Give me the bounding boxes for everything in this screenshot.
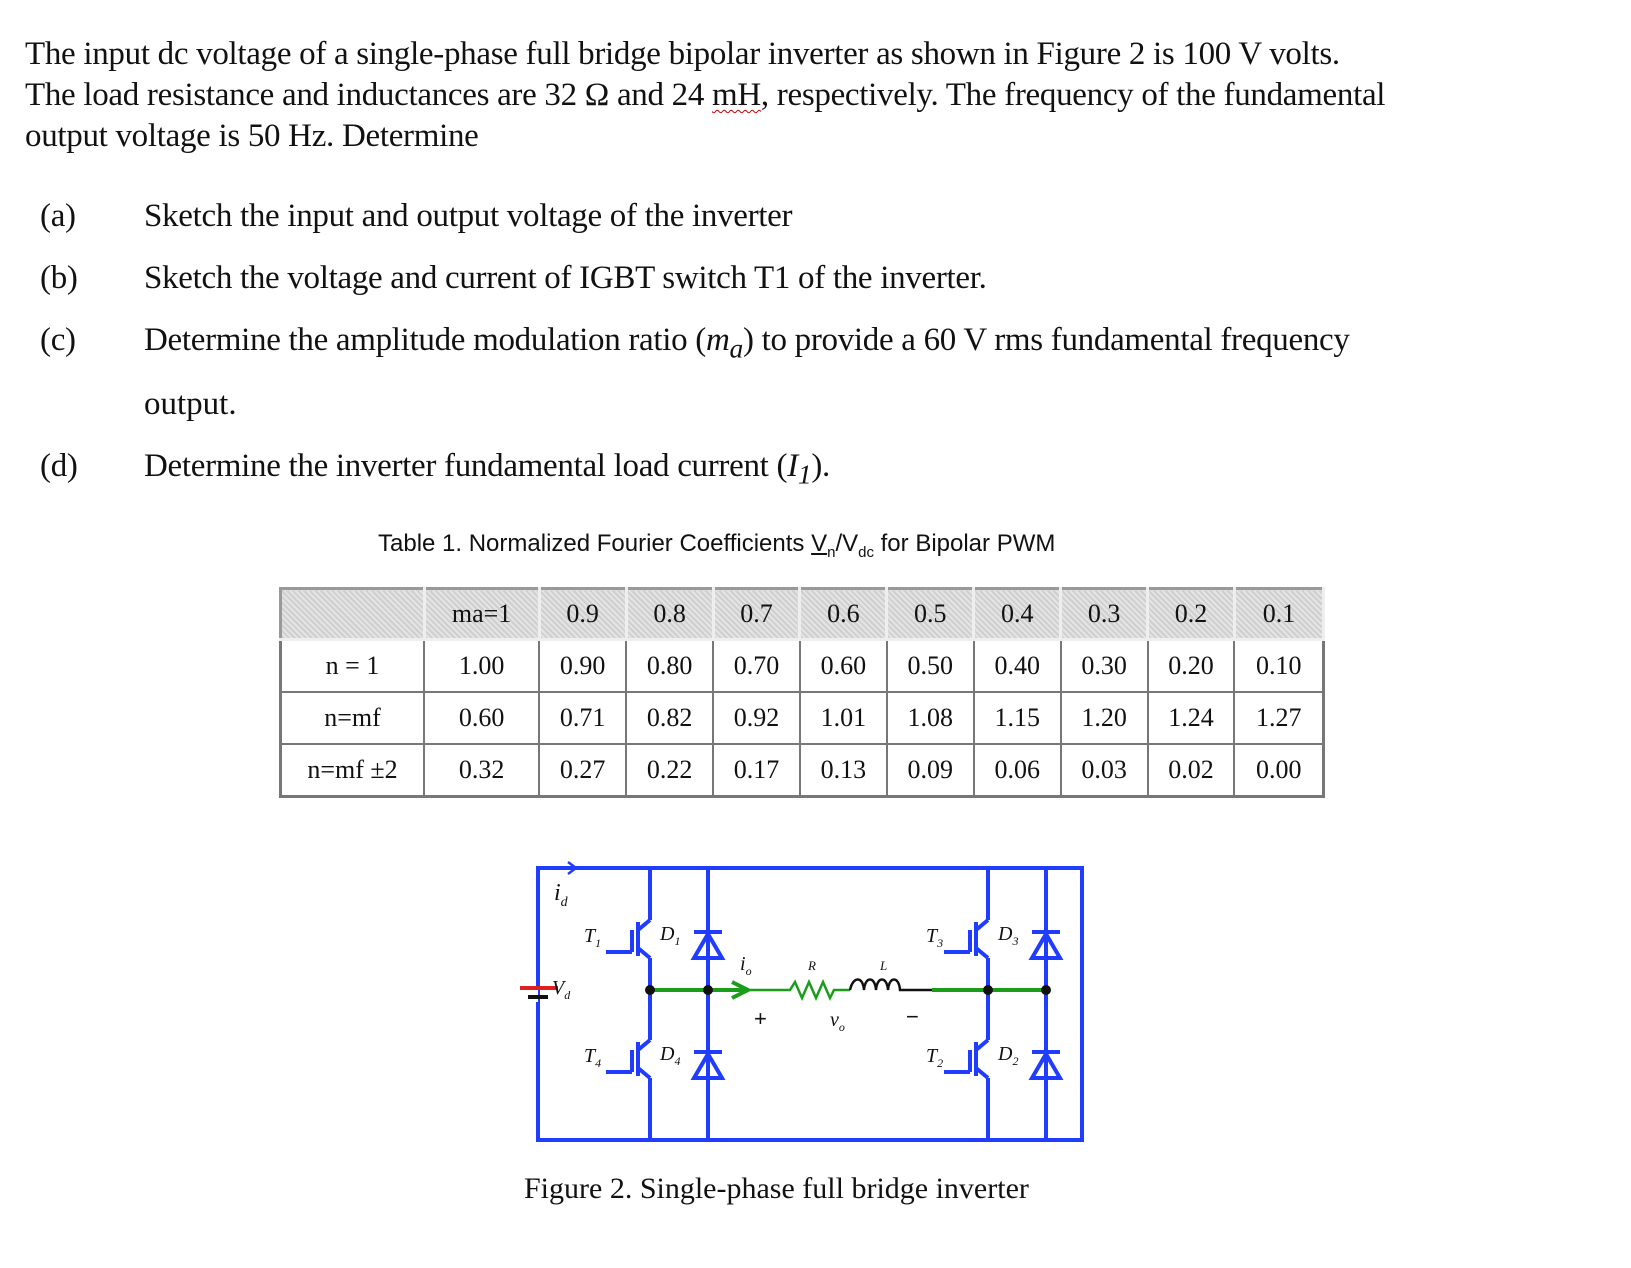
question-text: Sketch the input and output voltage of the inverter — [144, 198, 793, 234]
table-cell: 0.90 — [539, 640, 626, 693]
igbt-t4-symbol — [606, 1040, 650, 1078]
table-cell: 0.10 — [1234, 640, 1323, 693]
table-cell: 0.40 — [974, 640, 1061, 693]
question-text-pre: Determine the inverter fundamental load current ( — [144, 448, 788, 484]
junction-dot — [983, 985, 993, 995]
problem-line-2-post: , respectively. The frequency of the fundamental — [760, 77, 1386, 113]
igbt-t1-symbol — [606, 920, 650, 958]
label-plus: + — [754, 1006, 767, 1031]
problem-statement — [25, 34, 1605, 157]
header-cell: 0.3 — [1061, 589, 1148, 640]
label-r: R — [808, 958, 816, 973]
id-arrow — [550, 862, 576, 874]
table-cell: 1.01 — [800, 692, 887, 744]
question-c-continuation: output. — [144, 386, 237, 422]
table-cell: 0.22 — [626, 744, 713, 797]
header-cell: 0.8 — [626, 589, 713, 640]
table-row — [281, 640, 1324, 693]
table-cell: 0.06 — [974, 744, 1061, 797]
question-text: Sketch the voltage and current of IGBT switch T1 of the inverter. — [144, 260, 987, 296]
row-label: n=mf — [281, 692, 425, 744]
figure-caption: Figure 2. Single-phase full bridge inverter — [524, 1172, 1029, 1205]
question-label: (a) — [40, 198, 76, 234]
caption-pre: Table 1. Normalized Fourier Coefficients — [378, 530, 812, 557]
label-d3: $D_3$ — [998, 923, 1019, 948]
label-id: $i_d$ — [554, 880, 568, 910]
table-cell: 0.80 — [626, 640, 713, 693]
table-cell: 0.30 — [1061, 640, 1148, 693]
header-cell: 0.4 — [974, 589, 1061, 640]
fourier-coefficients-table — [279, 587, 1325, 798]
label-d2: $D_2$ — [998, 1043, 1019, 1068]
header-cell: 0.7 — [713, 589, 800, 640]
caption-v: V — [811, 530, 828, 557]
table-cell: 0.60 — [424, 692, 539, 744]
label-d4: $D_4$ — [660, 1043, 681, 1068]
table-cell: 0.50 — [887, 640, 974, 693]
inductor-symbol — [850, 980, 932, 991]
table-cell: 1.27 — [1234, 692, 1323, 744]
row-label: n=mf ±2 — [281, 744, 425, 797]
caption-vn — [811, 530, 836, 561]
question-label: (b) — [40, 260, 78, 296]
header-cell: 0.2 — [1148, 589, 1235, 640]
table-cell: 0.27 — [539, 744, 626, 797]
table-cell: 0.09 — [887, 744, 974, 797]
problem-line-1: The input dc voltage of a single-phase full bridge bipolar inverter as shown in Figure 2 is 100 V volts. — [25, 36, 1340, 72]
table-row — [281, 692, 1324, 744]
unit-mh: mH — [712, 77, 761, 113]
question-text — [144, 322, 1350, 365]
caption-slash: /V — [835, 530, 859, 557]
problem-line-3: output voltage is 50 Hz. Determine — [25, 118, 479, 154]
var-i: I — [787, 448, 798, 484]
label-d1: $D_1$ — [660, 923, 681, 948]
caption-post: for Bipolar PWM — [873, 530, 1056, 557]
table-header-row — [281, 589, 1324, 640]
label-l: L — [880, 958, 888, 973]
table-cell: 1.24 — [1148, 692, 1235, 744]
question-text-post: ) to provide a 60 V rms fundamental frequency — [742, 322, 1350, 358]
label-vd: $V_d$ — [552, 977, 571, 1002]
header-cell: 0.5 — [887, 589, 974, 640]
var-m: m — [705, 322, 730, 358]
table-cell: 0.32 — [424, 744, 539, 797]
table-cell: 1.00 — [424, 640, 539, 693]
table-cell: 1.15 — [974, 692, 1061, 744]
igbt-t2-symbol — [944, 1040, 988, 1078]
row-label: n = 1 — [281, 640, 425, 693]
resistor-symbol — [748, 982, 850, 998]
table-cell: 1.08 — [887, 692, 974, 744]
caption-dc-sub: dc — [858, 543, 874, 561]
table-cell: 0.02 — [1148, 744, 1235, 797]
table-row — [281, 744, 1324, 797]
problem-line-2 — [25, 75, 1605, 116]
table-cell: 0.70 — [713, 640, 800, 693]
problem-line-2-pre: The load resistance and inductances are 32 Ω and 24 — [25, 77, 712, 113]
table-cell: 0.71 — [539, 692, 626, 744]
table-cell: 0.13 — [800, 744, 887, 797]
label-t2: $T_2$ — [926, 1045, 944, 1070]
table-corner — [281, 589, 425, 640]
question-text — [144, 448, 830, 491]
label-vo: $v_o$ — [830, 1009, 845, 1034]
label-io: $i_o$ — [740, 953, 752, 978]
table-cell: 0.03 — [1061, 744, 1148, 797]
junction-dot — [703, 985, 713, 995]
junction-dot — [645, 985, 655, 995]
table-cell: 0.17 — [713, 744, 800, 797]
header-cell: 0.9 — [539, 589, 626, 640]
question-text-pre: Determine the amplitude modulation ratio ( — [144, 322, 706, 358]
sub-1: 1 — [797, 458, 812, 490]
label-t4: $T_4$ — [584, 1045, 602, 1070]
label-t3: $T_3$ — [926, 925, 944, 950]
igbt-t3-symbol — [944, 920, 988, 958]
table-cell: 0.92 — [713, 692, 800, 744]
table-cell: 0.00 — [1234, 744, 1323, 797]
table-cell: 1.20 — [1061, 692, 1148, 744]
table-cell: 0.82 — [626, 692, 713, 744]
header-cell: 0.6 — [800, 589, 887, 640]
full-bridge-inverter-diagram — [520, 860, 1110, 1160]
sub-a: a — [729, 332, 743, 364]
question-text-post: ). — [811, 448, 830, 484]
question-label: (c) — [40, 322, 76, 358]
caption-v-sub: n — [827, 543, 836, 561]
header-cell: ma=1 — [424, 589, 539, 640]
question-label: (d) — [40, 448, 78, 484]
table-cell: 0.60 — [800, 640, 887, 693]
table-cell: 0.20 — [1148, 640, 1235, 693]
header-cell: 0.1 — [1234, 589, 1323, 640]
label-t1: $T_1$ — [584, 925, 602, 950]
label-minus: − — [906, 1004, 919, 1029]
table-caption-text — [378, 530, 1055, 561]
dc-bus-top — [538, 868, 1082, 900]
junction-dot — [1041, 985, 1051, 995]
